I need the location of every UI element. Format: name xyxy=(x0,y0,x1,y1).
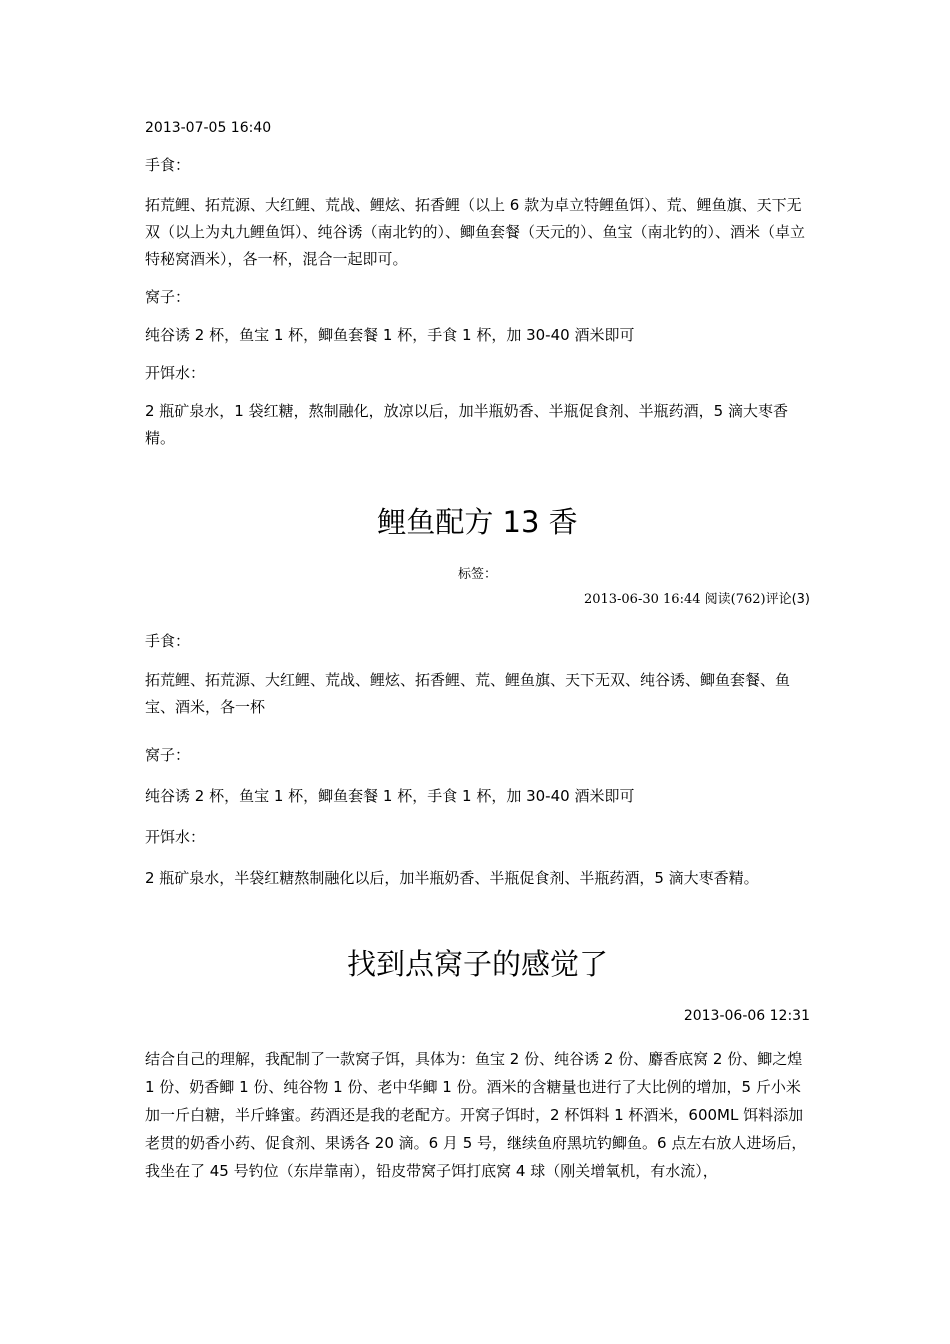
post2-tags-label: 标签： xyxy=(457,567,497,582)
post2-meta-text: 2013-06-30 16:44 阅读(762)评论 xyxy=(583,592,792,607)
post3-title: 找到点窝子的感觉了 xyxy=(346,947,608,981)
post1-water-label: 开饵水： xyxy=(145,364,206,382)
post1-water-text: 2 瓶矿泉水，1 袋红糖，熬制融化，放凉以后，加半瓶奶香、半瓶促食剂、半瓶药酒，5 滴大枣香精。 xyxy=(145,402,788,447)
post3-date: 2013-06-06 12:31 xyxy=(683,1008,810,1024)
post2-water-label: 开饵水： xyxy=(145,828,206,846)
post3-body-text: 结合自己的理解，我配制了一款窝子饵，具体为：鱼宝 2 份、纯谷诱 2 份、麝香底窝 2 份、鲫之煌 1 份、奶香鲫 1 份、纯谷物 1 份、老中华鲫 1 份。酒米的含糖量也进行了大比例的增加，5 斤小米加一斤白糖，半斤蜂蜜。药酒还是我的老配方。开窝子饵时，2 杯饵料 1 杯酒米，600ML 饵料添加老贯的奶香小药、促食剂、果诱各 20 滴。6 月 5 号，继续鱼府黑坑钓鲫鱼。6 点左右放人进场后，我坐在了 45 号钓位（东岸靠南），铅皮带窝子饵打底窝 4 球（刚关增氧机，有水流）， xyxy=(145,1050,807,1180)
post2-meta xyxy=(584,590,810,610)
post2-title: 鲤鱼配方 13 香 xyxy=(377,505,578,539)
post1-nest-text: 纯谷诱 2 杯，鱼宝 1 杯，鲫鱼套餐 1 杯，手食 1 杯，加 30-40 酒米即可 xyxy=(145,326,635,344)
post2-nest-text: 纯谷诱 2 杯，鱼宝 1 杯，鲫鱼套餐 1 杯，手食 1 杯，加 30-40 酒米即可 xyxy=(145,787,635,805)
post2-handfood-label: 手食： xyxy=(145,632,191,650)
post1-date: 2013-07-05 16:40 xyxy=(145,120,272,136)
post1-nest-label: 窝子： xyxy=(145,288,191,306)
post2-comment-count[interactable]: (3) xyxy=(791,592,810,607)
post2-handfood-text: 拓荒鲤、拓荒源、大红鲤、荒战、鲤炫、拓香鲤、荒、鲤鱼旗、天下无双、纯谷诱、鲫鱼套餐、鱼宝、酒米，各一杯 xyxy=(145,671,791,716)
post2-nest-label: 窝子： xyxy=(145,746,191,764)
post1-handfood-label: 手食： xyxy=(145,156,191,174)
post2-water-text: 2 瓶矿泉水，半袋红糖熬制融化以后，加半瓶奶香、半瓶促食剂、半瓶药酒，5 滴大枣香精。 xyxy=(145,869,759,887)
post1-handfood-text: 拓荒鲤、拓荒源、大红鲤、荒战、鲤炫、拓香鲤（以上 6 款为卓立特鲤鱼饵）、荒、鲤鱼旗、天下无双（以上为丸九鲤鱼饵）、纯谷诱（南北钓的）、鲫鱼套餐（天元的）、鱼宝（南北钓的）、酒米（卓立特秘窝酒米），各一杯，混合一起即可。 xyxy=(145,196,806,268)
